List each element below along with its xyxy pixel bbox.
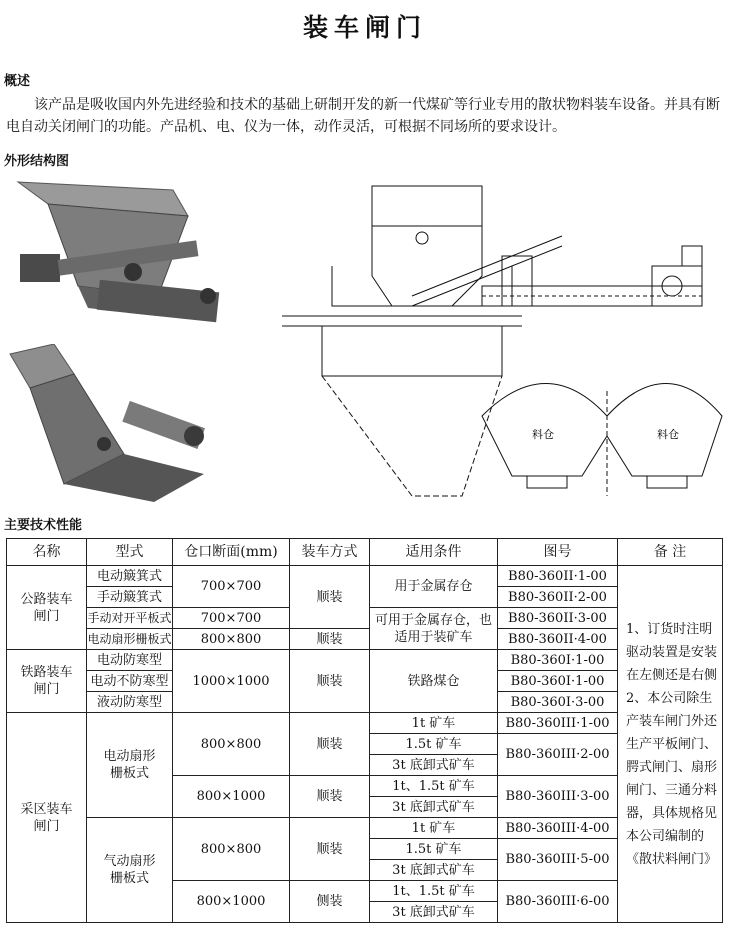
type-cell: 电动不防寒型 xyxy=(87,671,173,692)
drawing-no-cell: B80-360I·1-00 xyxy=(498,650,618,671)
header-name: 名称 xyxy=(7,539,87,566)
drawing-no-cell: B80-360III·2-00 xyxy=(498,734,618,776)
gate-photo-sector xyxy=(4,344,244,504)
specs-heading: 主要技术性能 xyxy=(4,518,83,533)
drawing-no-cell: B80-360III·4-00 xyxy=(498,818,618,839)
condition-cell: 1t 矿车 xyxy=(370,713,498,734)
group-highway: 公路装车闸门 xyxy=(7,566,87,650)
drawing-no-cell: B80-360I·3-00 xyxy=(498,692,618,713)
type-cell: 电动簸箕式 xyxy=(87,566,173,587)
type-cell: 手动对开平板式 xyxy=(87,608,173,629)
type-cell: 电动防寒型 xyxy=(87,650,173,671)
drawing-no-cell: B80-360I·1-00 xyxy=(498,671,618,692)
condition-cell: 铁路煤仓 xyxy=(370,650,498,713)
header-note: 备 注 xyxy=(618,539,723,566)
condition-cell: 3t 底卸式矿车 xyxy=(370,902,498,923)
type-cell: 电动扇形栅板式 xyxy=(87,629,173,650)
condition-cell: 3t 底卸式矿车 xyxy=(370,797,498,818)
mode-cell: 顺装 xyxy=(290,629,370,650)
section-cell: 800×800 xyxy=(173,818,290,881)
condition-cell: 1t、1.5t 矿车 xyxy=(370,881,498,902)
table-row xyxy=(7,629,723,650)
condition-cell: 1.5t 矿车 xyxy=(370,734,498,755)
table-row xyxy=(7,566,723,587)
mode-cell: 顺装 xyxy=(290,566,370,629)
section-cell: 800×1000 xyxy=(173,776,290,818)
type-cell: 电动扇形栅板式 xyxy=(87,713,173,818)
condition-cell: 3t 底卸式矿车 xyxy=(370,755,498,776)
drawing-no-cell: B80-360III·1-00 xyxy=(498,713,618,734)
drawing-no-cell: B80-360III·6-00 xyxy=(498,881,618,923)
structure-drawing xyxy=(262,176,724,510)
group-railway: 铁路装车闸门 xyxy=(7,650,87,713)
mode-cell: 侧装 xyxy=(290,881,370,923)
drawing-no-cell: B80-360II·1-00 xyxy=(498,566,618,587)
overview-heading: 概述 xyxy=(4,74,31,89)
bin-label-right: 料仓 xyxy=(657,428,679,441)
condition-cell: 1t、1.5t 矿车 xyxy=(370,776,498,797)
group-mining: 采区装车闸门 xyxy=(7,713,87,923)
mode-cell: 顺装 xyxy=(290,713,370,776)
condition-cell: 用于金属存仓 xyxy=(370,566,498,608)
gate-photo-electric xyxy=(8,176,240,336)
drawing-no-cell: B80-360II·3-00 xyxy=(498,608,618,629)
page-title: 装车闸门 xyxy=(302,13,427,42)
section-cell: 800×800 xyxy=(173,629,290,650)
structure-heading: 外形结构图 xyxy=(4,154,70,169)
condition-cell: 1.5t 矿车 xyxy=(370,839,498,860)
table-row xyxy=(7,818,723,839)
section-cell: 700×700 xyxy=(173,566,290,608)
note-cell: 1、订货时注明驱动装置是安装在左侧还是右侧 2、本公司除生产装车闸门外还生产平板闸门、腭式闸门、扇形闸门、三通分料器，具体规格见本公司编制的《散状料闸门》 xyxy=(618,566,723,923)
drawing-no-cell: B80-360III·5-00 xyxy=(498,839,618,881)
overview-text: 该产品是吸收国内外先进经验和技术的基础上研制开发的新一代煤矿等行业专用的散状物料装车设备。并具有断电自动关闭闸门的功能。产品机、电、仪为一体，动作灵活，可根据不同场所的要求设计。 xyxy=(6,97,720,135)
section-cell: 800×800 xyxy=(173,713,290,776)
mode-cell: 顺装 xyxy=(290,776,370,818)
table-row xyxy=(7,713,723,734)
condition-cell: 1t 矿车 xyxy=(370,818,498,839)
drawing-no-cell: B80-360II·4-00 xyxy=(498,629,618,650)
section-cell: 1000×1000 xyxy=(173,650,290,713)
header-type: 型式 xyxy=(87,539,173,566)
drawing-no-cell: B80-360III·3-00 xyxy=(498,776,618,818)
header-condition: 适用条件 xyxy=(370,539,498,566)
header-section: 仓口断面(mm) xyxy=(173,539,290,566)
drawing-no-cell: B80-360II·2-00 xyxy=(498,587,618,608)
section-cell: 800×1000 xyxy=(173,881,290,923)
section-cell: 700×700 xyxy=(173,608,290,629)
type-cell: 液动防寒型 xyxy=(87,692,173,713)
condition-cell: 3t 底卸式矿车 xyxy=(370,860,498,881)
condition-cell: 可用于金属存仓，也适用于装矿车 xyxy=(370,608,498,650)
header-drawing-no: 图号 xyxy=(498,539,618,566)
type-cell: 气动扇形栅板式 xyxy=(87,818,173,923)
type-cell: 手动簸箕式 xyxy=(87,587,173,608)
header-mode: 装车方式 xyxy=(290,539,370,566)
mode-cell: 顺装 xyxy=(290,650,370,713)
mode-cell: 顺装 xyxy=(290,818,370,881)
spec-table xyxy=(6,538,723,923)
table-row xyxy=(7,650,723,671)
table-header-row xyxy=(7,539,723,566)
bin-label-left: 料仓 xyxy=(532,428,554,441)
